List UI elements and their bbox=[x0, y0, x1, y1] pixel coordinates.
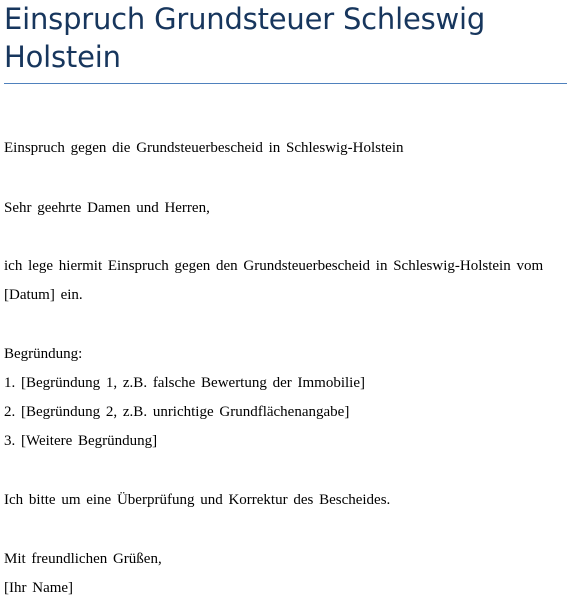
document-title: Einspruch Grundsteuer Schleswig Holstein bbox=[4, 2, 486, 74]
title-divider bbox=[4, 83, 567, 84]
intro-line-1: ich lege hiermit Einspruch gegen den Grundsteuerbescheid in Schleswig-Holstein vom bbox=[4, 258, 544, 274]
reason-item: 2. [Begründung 2, z.B. unrichtige Grundflächenangabe] bbox=[4, 404, 350, 420]
intro-line-2: [Datum] ein. bbox=[4, 287, 83, 303]
salutation: Sehr geehrte Damen und Herren, bbox=[4, 200, 210, 216]
reason-item: 1. [Begründung 1, z.B. falsche Bewertung der Immobilie] bbox=[4, 375, 365, 391]
reasons-heading: Begründung: bbox=[4, 346, 83, 362]
signature-line: [Ihr Name] bbox=[4, 580, 74, 596]
closing-line: Mit freundlichen Grüßen, bbox=[4, 551, 162, 567]
request-line: Ich bitte um eine Überprüfung und Korrektur des Bescheides. bbox=[4, 492, 391, 508]
subject-line: Einspruch gegen die Grundsteuerbescheid in Schleswig-Holstein bbox=[4, 140, 404, 156]
reason-item: 3. [Weitere Begründung] bbox=[4, 433, 158, 449]
